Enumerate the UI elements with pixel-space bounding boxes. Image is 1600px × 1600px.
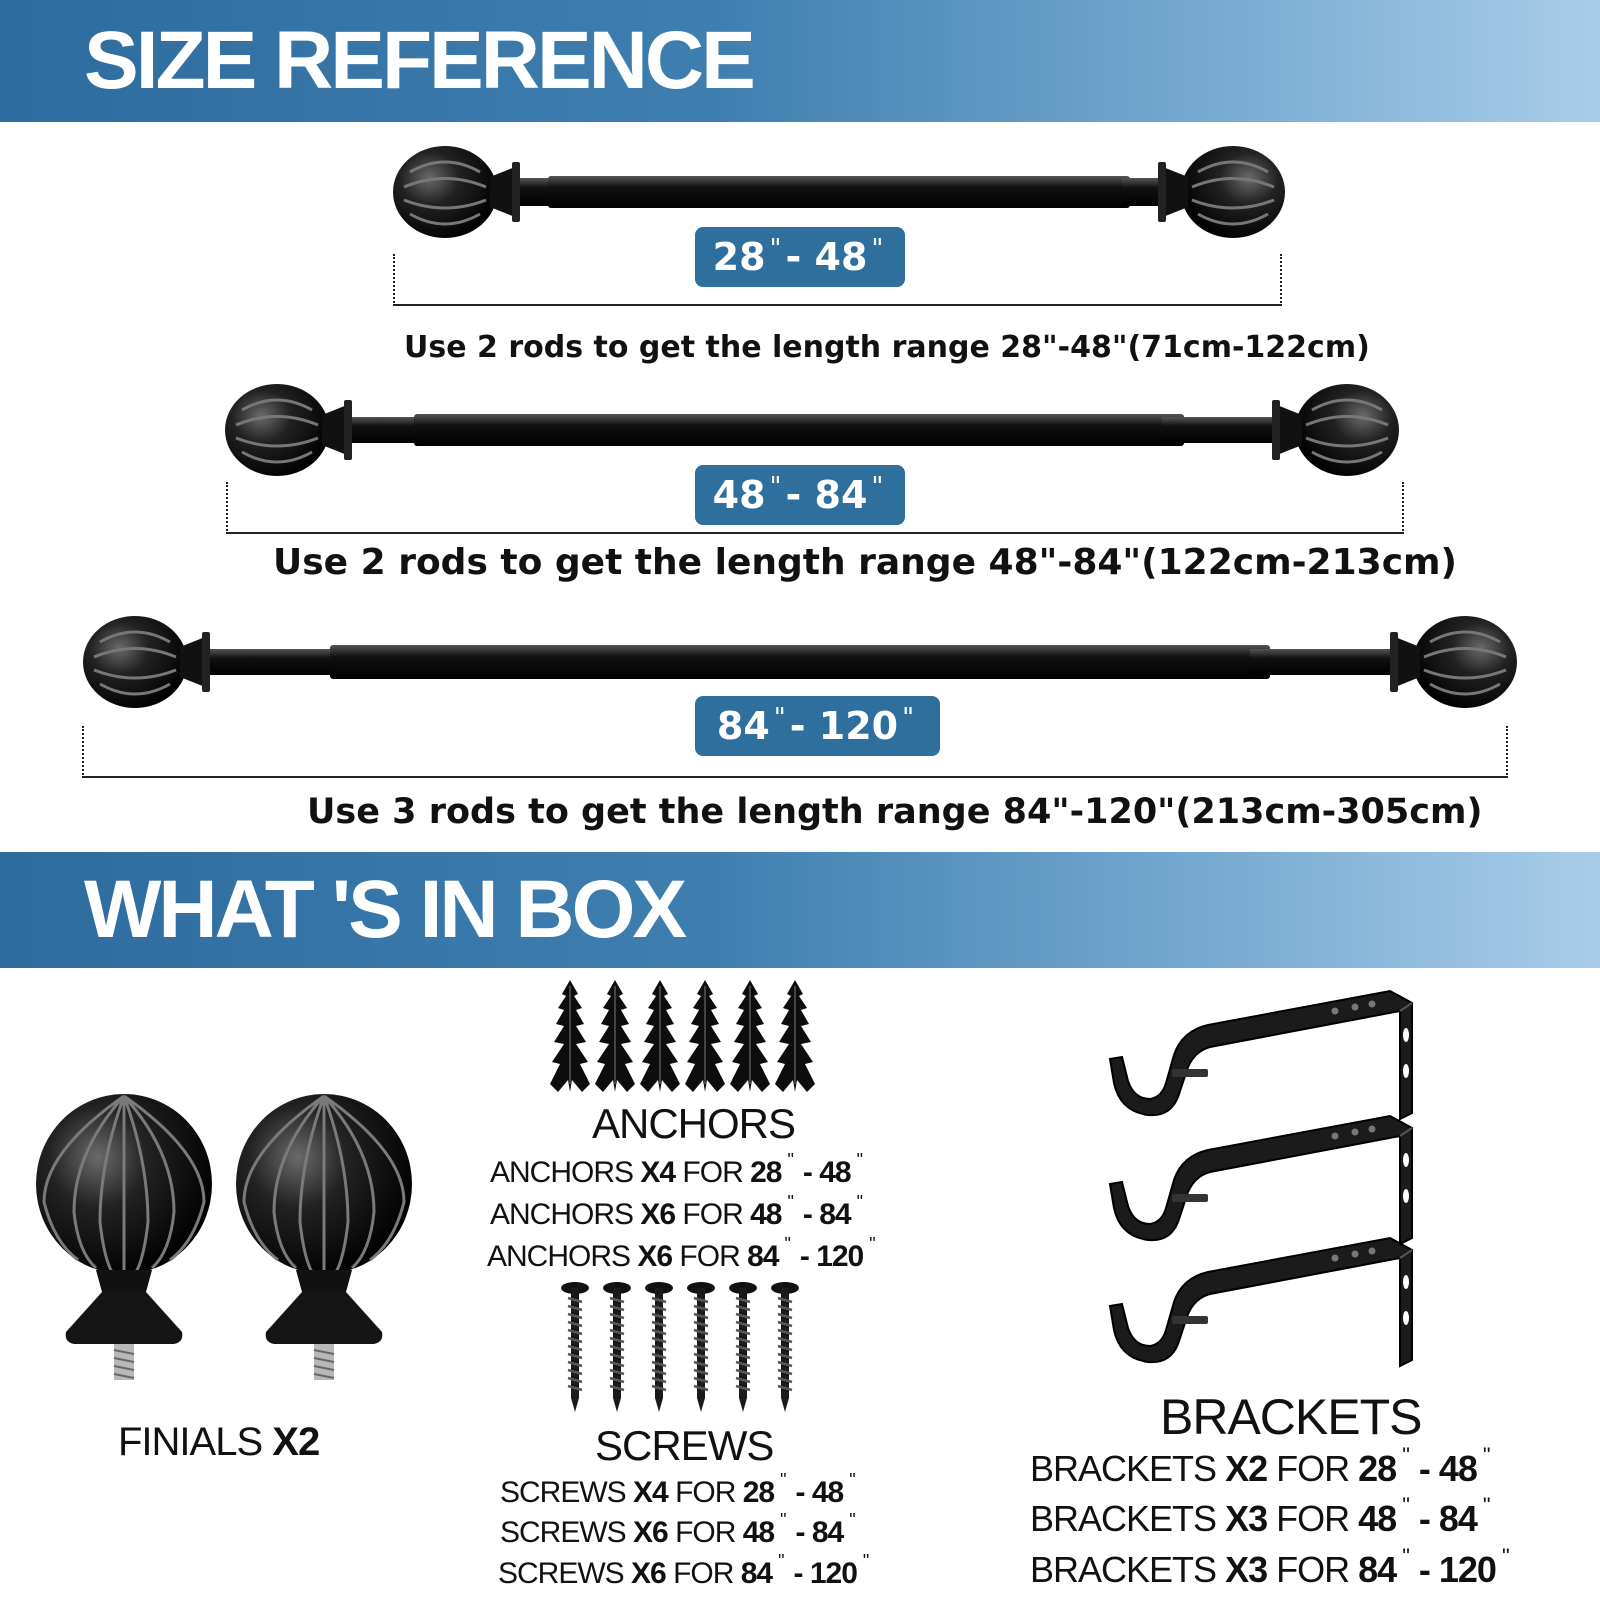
whats-in-box-title: WHAT 'S IN BOX [84, 864, 685, 955]
bracket-icon [1100, 1110, 1420, 1250]
wall-anchor-icon [550, 980, 820, 1092]
anchors-line-2: ANCHORS X6 FOR 48 " - 84 " [490, 1191, 862, 1231]
rod-caption-2: Use 2 rods to get the length range 48"-84"(122cm-213cm) [273, 542, 1458, 583]
range-badge-3: 84 " - 120 " [695, 696, 940, 756]
finials-label: FINIALS X2 [118, 1420, 320, 1464]
measure-line-1 [393, 280, 1282, 306]
finial-icon [234, 1092, 414, 1382]
size-reference-banner [0, 0, 1600, 122]
brackets-line-3: BRACKETS X3 FOR 84 " - 120 " [1030, 1542, 1509, 1590]
anchors-title: ANCHORS [592, 1100, 796, 1147]
whats-in-box-banner [0, 852, 1600, 968]
brackets-line-2: BRACKETS X3 FOR 48 " - 84 " [1030, 1491, 1490, 1539]
screws-title: SCREWS [595, 1422, 774, 1469]
screw-icon [560, 1282, 805, 1412]
anchors-line-1: ANCHORS X4 FOR 28 " - 48 " [490, 1149, 862, 1189]
screws-line-2: SCREWS X6 FOR 48 " - 84 " [500, 1509, 855, 1549]
size-reference-title: SIZE REFERENCE [84, 15, 753, 106]
anchors-line-3: ANCHORS X6 FOR 84 " - 120 " [487, 1233, 875, 1273]
finial-icon [34, 1092, 214, 1382]
rod-caption-3: Use 3 rods to get the length range 84"-120"(213cm-305cm) [307, 792, 1483, 832]
measure-line-3 [82, 752, 1508, 778]
range-badge-2: 48 " - 84 " [695, 465, 905, 525]
screws-line-3: SCREWS X6 FOR 84 " - 120 " [498, 1550, 869, 1590]
rod-caption-1: Use 2 rods to get the length range 28"-48"(71cm-122cm) [404, 330, 1370, 365]
bracket-icon [1100, 985, 1420, 1125]
screws-line-1: SCREWS X4 FOR 28 " - 48 " [500, 1469, 855, 1509]
measure-line-2 [226, 508, 1404, 534]
range-badge-1: 28 " - 48 " [695, 227, 905, 287]
brackets-line-1: BRACKETS X2 FOR 28 " - 48 " [1030, 1441, 1490, 1489]
brackets-title: BRACKETS [1160, 1389, 1422, 1445]
bracket-icon [1100, 1232, 1420, 1372]
